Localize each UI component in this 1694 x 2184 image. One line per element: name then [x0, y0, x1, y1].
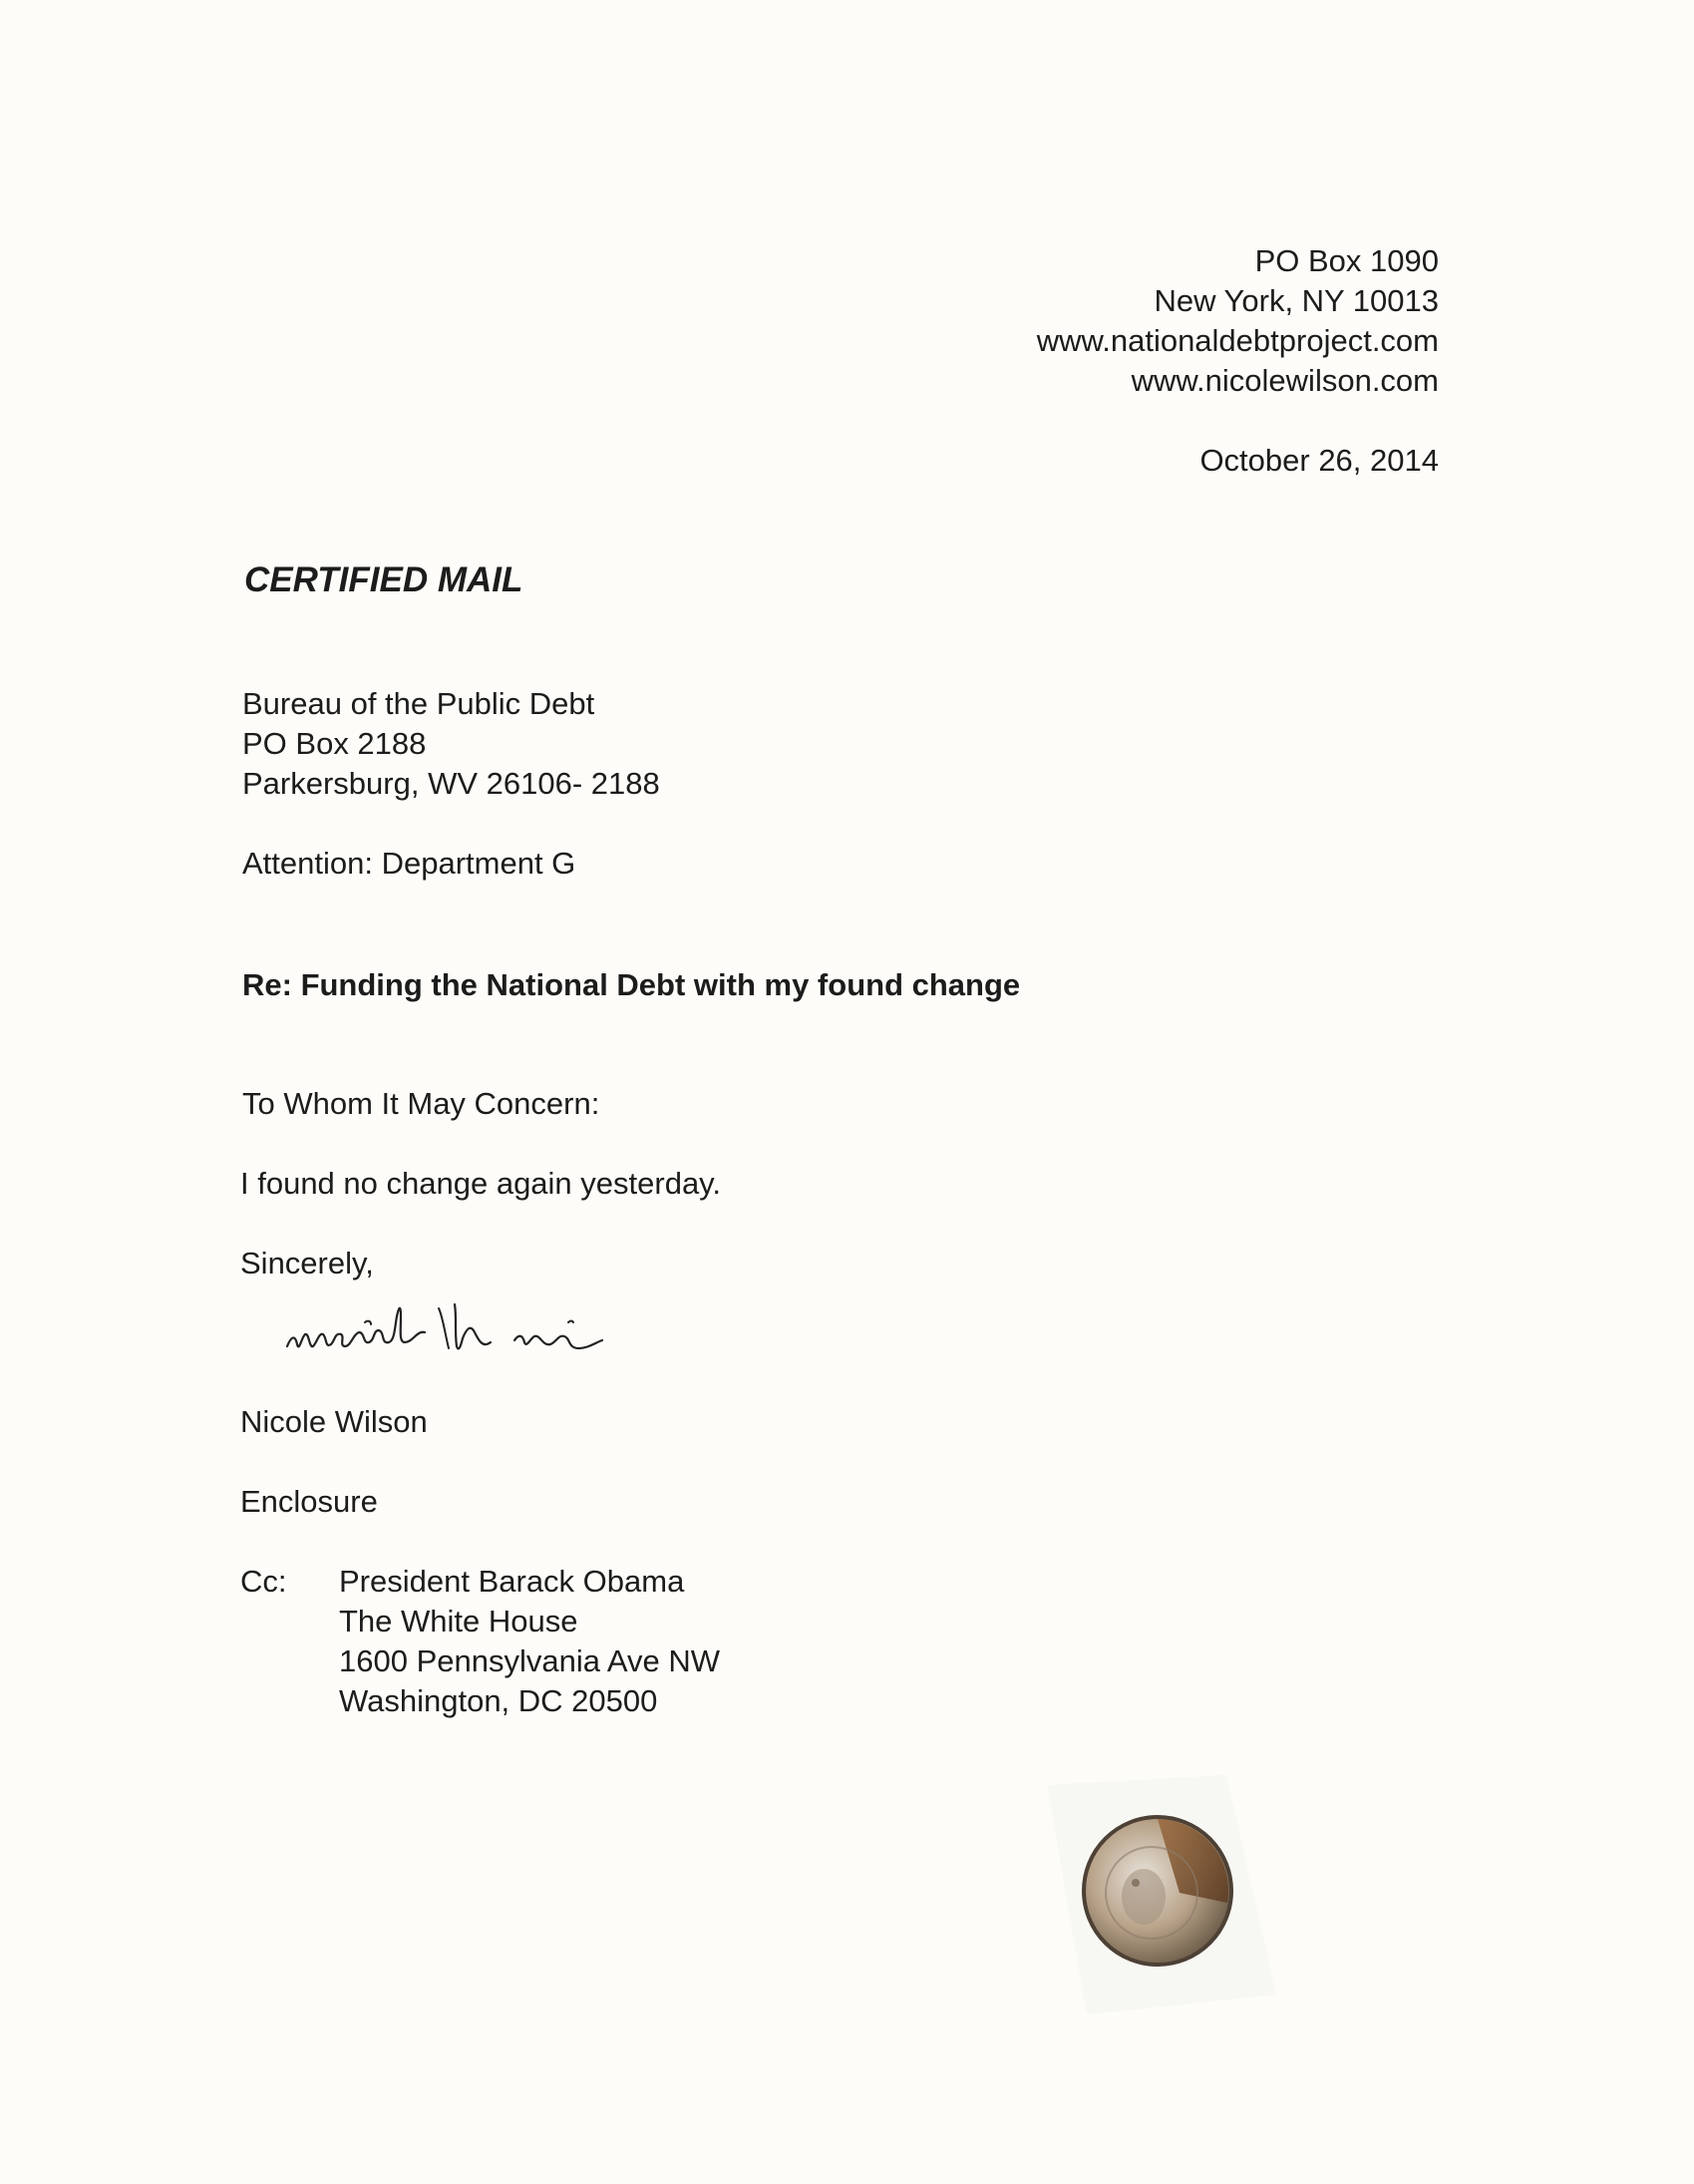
- signer-name: Nicole Wilson: [240, 1404, 428, 1439]
- sender-website-personal: www.nicolewilson.com: [1131, 363, 1439, 398]
- subject-line: Re: Funding the National Debt with my found change: [242, 967, 1021, 1002]
- closing: Sincerely,: [240, 1246, 374, 1280]
- mailing-method: CERTIFIED MAIL: [244, 560, 523, 599]
- attention-line: Attention: Department G: [242, 846, 576, 881]
- handwritten-signature-icon: [279, 1286, 638, 1386]
- sender-po-box: PO Box 1090: [1254, 243, 1439, 278]
- recipient-po-box: PO Box 2188: [242, 726, 427, 761]
- cc-address: [339, 1562, 720, 1721]
- enclosure-note: Enclosure: [240, 1484, 378, 1519]
- signature-text: Nicole Wilson: [279, 1286, 286, 1287]
- cc-label: Cc:: [240, 1564, 287, 1599]
- penny-coin-icon: [1080, 1813, 1235, 1969]
- cc-recipient-building: The White House: [339, 1604, 578, 1638]
- sender-address: [1037, 241, 1439, 401]
- cc-recipient-street: 1600 Pennsylvania Ave NW: [339, 1643, 720, 1678]
- cc-recipient-city: Washington, DC 20500: [339, 1683, 658, 1718]
- salutation: To Whom It May Concern:: [242, 1086, 600, 1121]
- letter-body: I found no change again yesterday.: [240, 1166, 721, 1201]
- recipient-address: [242, 684, 660, 804]
- letter-date: October 26, 2014: [1199, 443, 1439, 478]
- recipient-city-state-zip: Parkersburg, WV 26106- 2188: [242, 766, 660, 801]
- recipient-organization: Bureau of the Public Debt: [242, 686, 595, 721]
- sender-website-national-debt: www.nationaldebtproject.com: [1036, 323, 1439, 358]
- cc-recipient-name: President Barack Obama: [339, 1564, 685, 1599]
- sender-city-state-zip: New York, NY 10013: [1154, 283, 1439, 318]
